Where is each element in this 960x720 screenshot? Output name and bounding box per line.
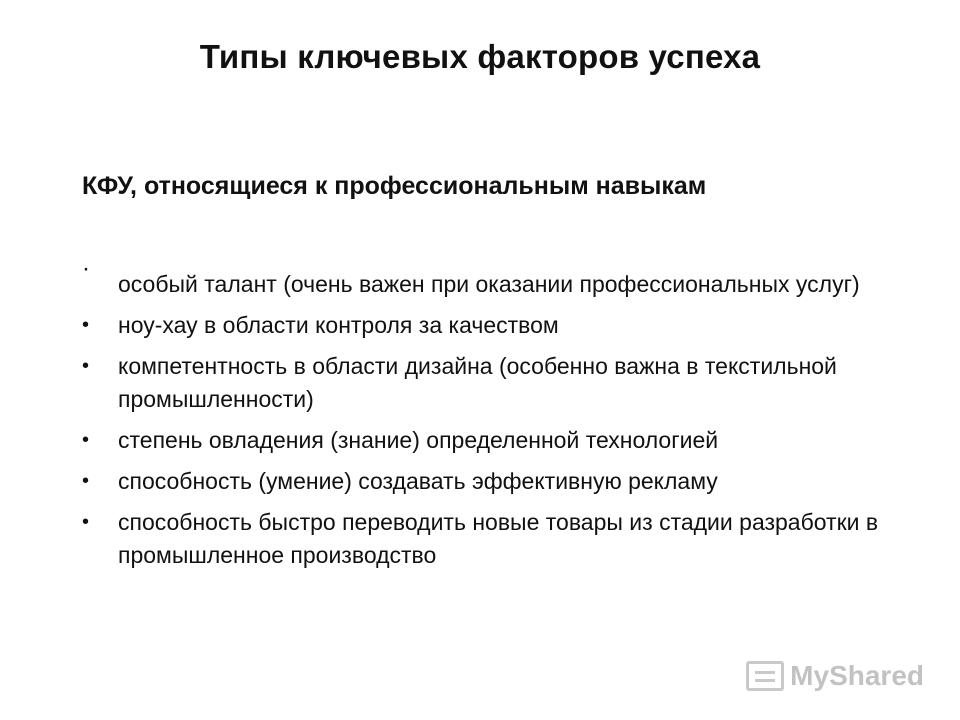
bullet-dot: • bbox=[82, 429, 90, 451]
list-item-text: компетентность в области дизайна (особенно важна в текстильной промышленности) bbox=[118, 353, 837, 412]
bullet-dot: • bbox=[82, 355, 90, 377]
list-item-text: способность (умение) создавать эффективную рекламу bbox=[118, 468, 718, 494]
list-item-text: ноу-хау в области контроля за качеством bbox=[118, 312, 559, 338]
bullet-dot: • bbox=[82, 470, 90, 492]
list-item bbox=[82, 255, 902, 301]
list-item bbox=[82, 309, 902, 342]
bullet-dot: · bbox=[82, 255, 90, 282]
document-icon bbox=[746, 661, 784, 691]
list-item-text: степень овладения (знание) определенной технологией bbox=[118, 427, 719, 453]
list-item bbox=[82, 424, 902, 457]
slide-title: Типы ключевых факторов успеха bbox=[199, 38, 761, 75]
bullet-dot: • bbox=[82, 314, 90, 336]
list-item bbox=[82, 506, 902, 572]
watermark bbox=[746, 660, 924, 692]
watermark-text: MyShared bbox=[790, 660, 924, 691]
bullet-list bbox=[82, 255, 902, 580]
list-item bbox=[82, 465, 902, 498]
section-heading: КФУ, относящиеся к профессиональным навыкам bbox=[82, 172, 707, 200]
list-item bbox=[82, 350, 902, 416]
list-item-text: способность быстро переводить новые товары из стадии разработки в промышленное производство bbox=[118, 509, 879, 568]
bullet-dot: • bbox=[82, 511, 90, 533]
list-item-text: особый талант (очень важен при оказании профессиональных услуг) bbox=[118, 271, 860, 297]
